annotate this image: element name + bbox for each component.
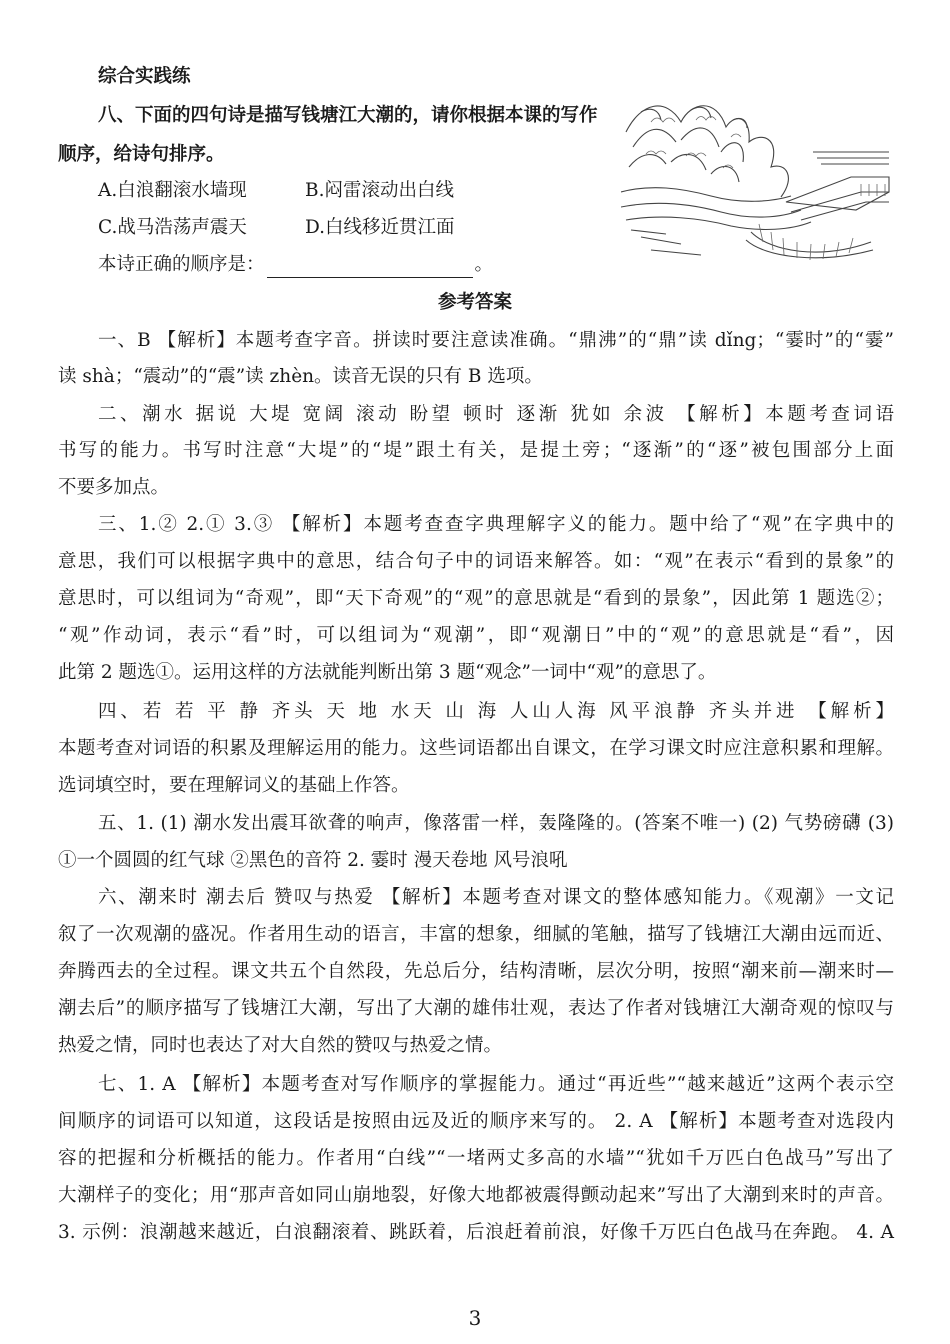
answer-line: ①一个圆圆的红气球 ②黑色的音符 2. 霎时 漫天卷地 风号浪吼 — [58, 850, 568, 871]
answer-line: 四、若 若 平 静 齐头 天 地 水天 山 海 人山人海 风平浪静 齐头并进 【解析】 — [98, 701, 894, 722]
option-a: A.白浪翻滚水墙现 — [98, 180, 247, 201]
order-prompt: 本诗正确的顺序是： — [98, 254, 265, 275]
section-title: 综合实践练 — [98, 66, 191, 87]
page-number: 3 — [468, 1306, 482, 1330]
answer-line: 三、1.② 2.① 3.③ 【解析】本题考查查字典理解字义的能力。题中给了“观”在字典中的 — [98, 514, 894, 535]
answers-title: 参考答案 — [437, 292, 512, 313]
question-line-2: 顺序，给诗句排序。 — [58, 144, 225, 165]
order-answer-line — [98, 252, 493, 278]
answer-line: 大潮样子的变化；用“那声音如同山崩地裂，好像大地都被震得颤动起来”写出了大潮到来时的声音。 — [58, 1185, 894, 1206]
option-b: B.闷雷滚动出白线 — [305, 180, 454, 201]
answer-line: 一、B 【解析】本题考查字音。拼读时要注意读准确。“鼎沸”的“鼎”读 dǐng；“霎时”的“霎” — [98, 330, 894, 351]
option-d: D.白线移近贯江面 — [305, 217, 455, 238]
answer-line: 五、1. (1) 潮水发出震耳欲聋的响声，像落雷一样，轰隆隆的。(答案不唯一) (2) 气势磅礴 (3) — [98, 813, 894, 834]
answer-line: 叙了一次观潮的盛况。作者用生动的语言，丰富的想象，细腻的笔触，描写了钱塘江大潮由远而近、 — [58, 924, 894, 945]
order-answer-blank[interactable] — [267, 257, 473, 278]
answer-line: 本题考查对词语的积累及理解运用的能力。这些词语都出自课文，在学习课文时应注意积累和理解。 — [58, 738, 894, 759]
answer-line: 潮去后”的顺序描写了钱塘江大潮，写出了大潮的雄伟壮观，表达了作者对钱塘江大潮奇观的惊叹与 — [58, 998, 894, 1019]
answer-line: 容的把握和分析概括的能力。作者用“白线”“一堵两丈多高的水墙”“犹如千万匹白色战马”写出了 — [58, 1148, 894, 1169]
answer-line: 奔腾西去的全过程。课文共五个自然段，先总后分，结构清晰，层次分明，按照“潮来前—潮来时— — [58, 961, 894, 982]
answer-line: 3. 示例：浪潮越来越近，白浪翻滚着、跳跃着，后浪赶着前浪，好像千万匹白色战马在奔跑。 4. A — [58, 1222, 894, 1243]
answer-line: “观”作动词，表示“看”时，可以组词为“观潮”，即“观潮日”中的“观”的意思就是“看”，因 — [58, 625, 894, 646]
answer-line: 读 shà；“震动”的“震”读 zhèn。读音无误的只有 B 选项。 — [58, 366, 543, 387]
answer-line: 七、1. A 【解析】本题考查对写作顺序的掌握能力。通过“再近些”“越来越近”这两个表示空 — [98, 1074, 894, 1095]
tidal-bore-illustration — [621, 92, 891, 264]
option-c: C.战马浩荡声震天 — [98, 217, 247, 238]
answer-line: 二、潮水 据说 大堤 宽阔 滚动 盼望 顿时 逐渐 犹如 余波 【解析】本题考查词语 — [98, 404, 894, 425]
answer-line: 意思时，可以组词为“奇观”，即“天下奇观”的“观”的意思就是“看到的景象”，因此第 1 题选②； — [58, 588, 894, 609]
answer-line: 不要多加点。 — [58, 477, 170, 498]
answer-line: 热爱之情，同时也表达了对大自然的赞叹与热爱之情。 — [58, 1035, 503, 1056]
answer-line: 间顺序的词语可以知道，这段话是按照由远及近的顺序来写的。 2. A 【解析】本题考查对选段内 — [58, 1111, 894, 1132]
order-end: 。 — [474, 254, 494, 275]
answer-line: 意思，我们可以根据字典中的意思，结合句子中的词语来解答。如：“观”在表示“看到的景象”的 — [58, 551, 894, 572]
answer-line: 六、潮来时 潮去后 赞叹与热爱 【解析】本题考查对课文的整体感知能力。《观潮》一文记 — [98, 887, 894, 908]
question-line-1: 八、下面的四句诗是描写钱塘江大潮的，请你根据本课的写作 — [98, 105, 598, 126]
answer-line: 选词填空时，要在理解词义的基础上作答。 — [58, 775, 410, 796]
answer-line: 书写的能力。书写时注意“大堤”的“堤”跟土有关，是提土旁；“逐渐”的“逐”被包围部分上面 — [58, 440, 894, 461]
answer-line: 此第 2 题选①。运用这样的方法就能判断出第 3 题“观念”一词中“观”的意思了。 — [58, 662, 717, 683]
